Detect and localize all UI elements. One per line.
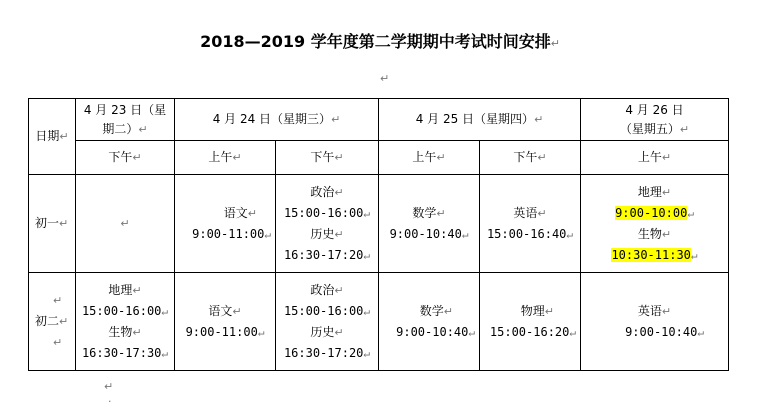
session-apr24-am: 上午↵ [175, 141, 276, 175]
schedule-cell: 数学↵ 9:00-10:40↵ [379, 175, 480, 273]
schedule-cell: ↵ [76, 175, 175, 273]
exam-schedule-table [28, 98, 729, 371]
session-apr23-pm: 下午↵ [76, 141, 175, 175]
session-apr26-am: 上午↵ [581, 141, 729, 175]
schedule-cell: 地理↵ 9:00-10:00↵ 生物↵ 10:30-11:30↵ [581, 175, 729, 273]
document-title: 2018—2019 学年度第二学期期中考试时间安排↵ [200, 32, 560, 51]
paragraph-mark-icon: ↵ [380, 72, 390, 85]
date-header-apr23: 4 月 23 日（星 期二）↵ [76, 99, 175, 141]
schedule-cell: 政治↵ 15:00-16:00↵ 历史↵ 16:30-17:20↵ [276, 273, 379, 371]
table-row [29, 273, 729, 371]
grade-label: 初一↵ [29, 175, 76, 273]
schedule-cell: 英语↵ 15:00-16:40↵ [480, 175, 581, 273]
table-row [29, 175, 729, 273]
schedule-cell: 地理↵ 15:00-16:00↵ 生物↵ 16:30-17:30↵ [76, 273, 175, 371]
schedule-cell: 英语↵ 9:00-10:40↵ [581, 273, 729, 371]
session-apr25-am: 上午↵ [379, 141, 480, 175]
schedule-cell: 政治↵ 15:00-16:00↵ 历史↵ 16:30-17:20↵ [276, 175, 379, 273]
date-header-apr26: 4 月 26 日 （星期五）↵ [581, 99, 729, 141]
highlighted-time: 9:00-10:00 [615, 205, 688, 220]
date-header-apr24: 4 月 24 日（星期三）↵ [175, 99, 379, 141]
schedule-cell: 数学↵ 9:00-10:40↵ [379, 273, 480, 371]
session-apr25-pm: 下午↵ [480, 141, 581, 175]
schedule-cell: 语文↵ 9:00-11:00↵ [175, 273, 276, 371]
paragraph-mark-icon: · [108, 395, 112, 408]
schedule-cell: 物理↵ 15:00-16:20↵ [480, 273, 581, 371]
paragraph-mark-icon: ↵ [104, 380, 114, 393]
date-header-apr25: 4 月 25 日（星期四）↵ [379, 99, 581, 141]
paragraph-mark-icon: ↵ [550, 37, 560, 50]
schedule-cell: 语文↵ 9:00-11:00↵ [175, 175, 276, 273]
highlighted-time: 10:30-11:30 [611, 247, 691, 262]
date-row-label: 日期↵ [29, 99, 76, 175]
grade-label: ↵ 初二↵ ↵ [29, 273, 76, 371]
session-apr24-pm: 下午↵ [276, 141, 379, 175]
